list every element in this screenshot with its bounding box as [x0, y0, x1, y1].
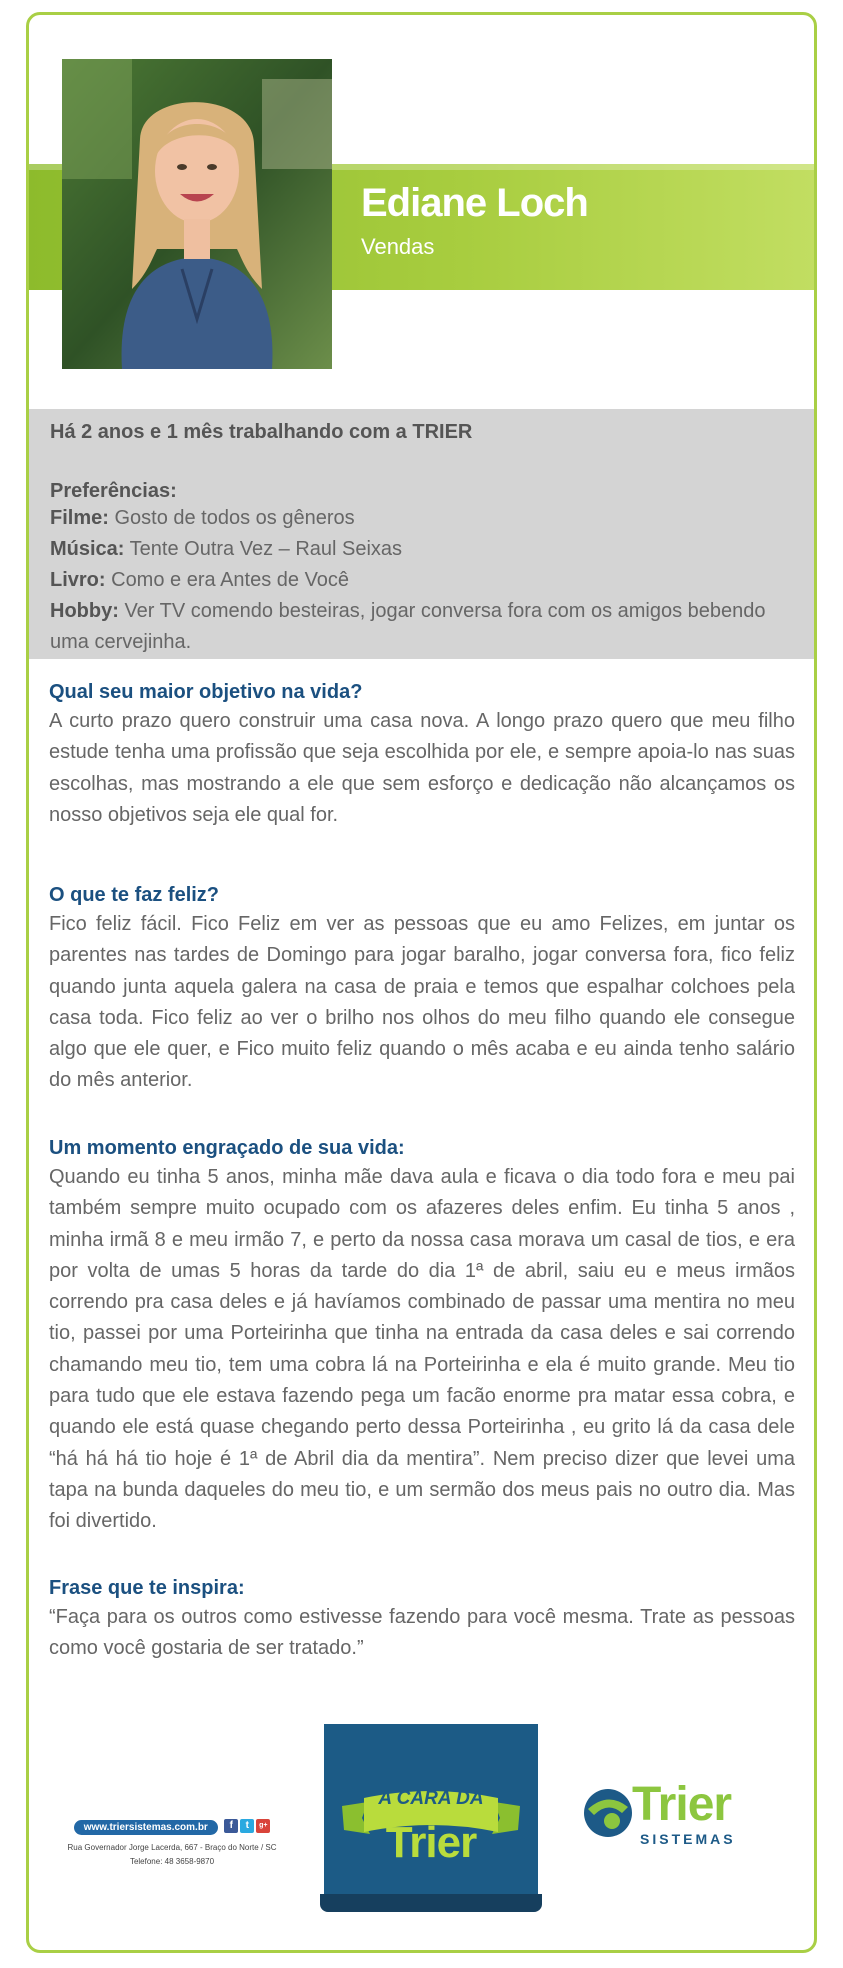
section-body: “Faça para os outros como estivesse fazendo para você mesma. Trate as pessoas como você gostaria de ser tratado.” [49, 1606, 795, 1660]
pref-hobby: Hobby: Ver TV comendo besteiras, jogar conversa fora com os amigos bebendo uma cervejinha. [50, 600, 766, 653]
section-body: Quando eu tinha 5 anos, minha mãe dava aula e ficava o dia todo fora e meu pai também sempre muito ocupado com os afazeres deles enfim. Eu tinha 5 anos , minha irmã 8 e meu irmão 7, e perto da nossa casa morava um casal de tios, e era por volta de umas 5 horas da tarde do dia 1ª de abril, saiu eu e meus irmãos correndo pra casa deles e já havíamos combinado de passar uma mentira no meu tio, passei por uma Porteirinha que tinha na entrada da casa deles e sai correndo chamando meu tio, tem uma cobra lá na Porteirinha e ela é muito grande. Meu tio para tudo que ele estava fazendo pega um facão enorme pra matar essa cobra, e quando ele está quase chegando perto dessa Porteirinha , eu grito lá da casa dele “há há há tio hoje é 1ª de Abril dia da mentira”. Nem preciso dizer que levei uma tapa na bunda daqueles do meu tio, e um sermão dos meus pais no outro dia. Mas foi divertido. [49, 1166, 795, 1533]
portrait-image [62, 59, 332, 369]
facebook-icon[interactable]: f [224, 1819, 238, 1833]
tenure-text: Há 2 anos e 1 mês trabalhando com a TRIER [50, 421, 473, 443]
badge-bottom-text: Trier [385, 1818, 477, 1867]
google-plus-icon[interactable]: g+ [256, 1819, 270, 1833]
section-body: Fico feliz fácil. Fico Feliz em ver as pessoas que eu amo Felizes, em juntar os parentes nas tardes de Domingo para jogar baralho, jogar conversa fora, fico feliz quando junta aquela galera na casa de praia e temos que espalhar colchoes pela casa toda. Fico feliz ao ver o brilho nos olhos do meu filho quando ele consegue algo que ele quer, e Fico muito feliz quando o mês acaba e eu ainda tenho salário do mês anterior. [49, 913, 795, 1092]
pref-music: Música: Tente Outra Vez – Raul Seixas [50, 538, 403, 560]
section-body: A curto prazo quero construir uma casa nova. A longo prazo quero que meu filho estude tenha uma profissão que seja escolhida por ele, e sempre apoia-lo nas suas escolhas, mas mostrando a ele que sem esforço e dedicação não alcançamos os nosso objetivos seja ele qual for. [49, 710, 795, 826]
section-funny-moment [49, 1134, 795, 1538]
contact-block [67, 1817, 277, 1869]
phone-text: Telefone: 48 3658-9870 [129, 1857, 215, 1866]
pref-book: Livro: Como e era Antes de Você [50, 569, 350, 591]
summary-box [29, 409, 817, 659]
trier-symbol-icon [582, 1785, 638, 1841]
badge-top-text: A CARA DA [378, 1788, 484, 1809]
section-title: Um momento engraçado de sua vida: [49, 1137, 405, 1159]
twitter-icon[interactable]: t [240, 1819, 254, 1833]
website-link[interactable]: www.triersistemas.com.br [74, 1820, 218, 1835]
address-text: Rua Governador Jorge Lacerda, 667 - Braço do Norte / SC [67, 1843, 277, 1852]
employee-name: Ediane Loch [361, 181, 588, 225]
pref-film: Filme: Gosto de todos os gêneros [50, 507, 355, 529]
logo-subtitle: SISTEMAS [640, 1831, 736, 1847]
profile-card [26, 12, 817, 1953]
section-title: Frase que te inspira: [49, 1577, 245, 1599]
employee-role: Vendas [361, 234, 435, 259]
section-title: O que te faz feliz? [49, 884, 220, 906]
section-happy [49, 881, 795, 1097]
section-title: Qual seu maior objetivo na vida? [49, 681, 363, 703]
badge-base [320, 1894, 542, 1912]
profile-photo [62, 59, 332, 369]
a-cara-da-trier-badge [324, 1724, 538, 1909]
preferences-title: Preferências: [50, 480, 177, 502]
trier-sistemas-logo [582, 1779, 782, 1849]
section-quote [49, 1574, 795, 1665]
section-goal [49, 678, 795, 831]
logo-name: Trier [632, 1778, 732, 1831]
